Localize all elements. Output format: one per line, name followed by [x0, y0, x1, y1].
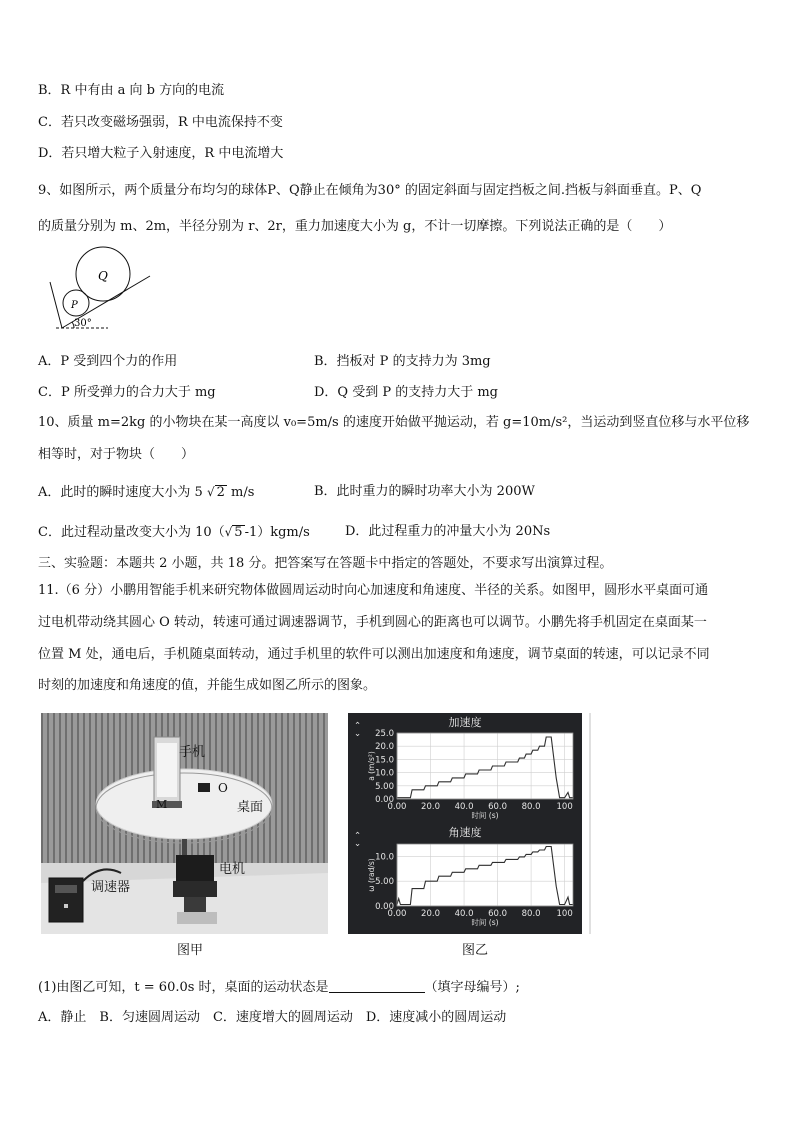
caption-figure-b: 图乙 — [461, 943, 488, 958]
label-o: O — [218, 781, 228, 795]
angular-velocity-ytick-label: 5.00 — [375, 877, 394, 888]
q11-line4: 时刻的加速度和角速度的值，并能生成如图乙所示的图象。 — [38, 678, 377, 693]
acceleration-xtick-label: 60.0 — [488, 802, 508, 812]
angular-velocity-xtick-label: 100 — [556, 909, 573, 919]
acceleration-chart — [354, 715, 573, 820]
section3-heading: 三、实验题：本题共 2 小题，共 18 分。把答案写在答题卡中指定的答题处，不要求写出演算过程。 — [38, 556, 613, 571]
q10-option-c-post: -1）kgm/s — [244, 525, 310, 540]
angular-velocity-ylabel: ω (rad/s) — [367, 858, 376, 892]
angular-velocity-ytick-label: 0.00 — [375, 902, 394, 912]
q11-line1: 11.（6 分）小鹏用智能手机来研究物体做圆周运动时向心加速度和角速度、半径的关系。如图甲，圆形水平桌面可通 — [38, 583, 709, 598]
angular-velocity-chevron-down-icon: ⌄ — [354, 839, 362, 849]
q9-baffle — [50, 282, 62, 328]
q9-stem-line1: 9、如图所示，两个质量分布均匀的球体P、Q静止在倾角为30° 的固定斜面与固定挡板之间.挡板与斜面垂直。P、Q — [38, 183, 702, 198]
q9-option-d: D．Q 受到 P 的支持力大于 mg — [314, 385, 499, 400]
q10-option-a-post: m/s — [231, 485, 255, 500]
acceleration-xtick-label: 40.0 — [454, 802, 474, 812]
q9-figure — [46, 242, 158, 336]
acceleration-title: 加速度 — [448, 716, 482, 729]
q10-option-a-radicand: 2 — [216, 485, 225, 500]
angular-velocity-plot-area — [397, 844, 573, 906]
q11-line3: 位置 M 处，通电后，手机随桌面转动，通过手机里的软件可以测出加速度和角速度，调节桌面的转速，可以记录不同 — [38, 647, 710, 662]
q10-stem-line1: 10、质量 m=2kg 的小物块在某一高度以 v₀=5m/s 的速度开始做平抛运动，若 g=10m/s²，当运动到竖直位移与水平位移 — [38, 415, 750, 430]
acceleration-xtick-label: 20.0 — [421, 802, 440, 812]
q10-stem-line2: 相等时，对于物块（ ） — [38, 447, 195, 462]
acceleration-ytick-label: 15.0 — [375, 755, 394, 766]
speed-controller — [49, 878, 83, 922]
q10-option-b: B．此时重力的瞬时功率大小为 200W — [314, 484, 535, 499]
angular-velocity-chart — [354, 825, 573, 927]
q11-sub1 — [38, 978, 520, 997]
acceleration-ytick-label: 20.0 — [375, 742, 394, 753]
label-phone: 手机 — [179, 745, 206, 760]
caption-figure-a: 图甲 — [176, 943, 203, 958]
angular-velocity-ytick-label: 10.0 — [375, 852, 394, 863]
q11-sub1-pre: (1)由图乙可知，t = 60.0s 时，桌面的运动状态是 — [38, 980, 329, 995]
q10-option-a-pre: A．此时的瞬时速度大小为 5 — [38, 485, 203, 500]
acceleration-plot-area — [397, 733, 573, 799]
q9-label-p: P — [71, 300, 78, 311]
angular-velocity-xtick-label: 0.00 — [387, 909, 407, 919]
q10-option-c-radicand: 5 — [234, 525, 243, 540]
acceleration-chevron-down-icon: ⌄ — [354, 729, 362, 739]
q9-label-angle: 30° — [74, 318, 92, 329]
acceleration-ytick-label: 5.00 — [375, 781, 394, 792]
q9-option-a: A．P 受到四个力的作用 — [38, 354, 178, 369]
angular-velocity-title: 角速度 — [448, 826, 482, 839]
q11-sub1-blank[interactable] — [329, 978, 425, 993]
acceleration-chevron-icon: ⌃ — [354, 721, 362, 731]
acceleration-xtick-label: 100 — [556, 802, 573, 812]
option-d-prev: D．若只增大粒子入射速度，R 中电流增大 — [38, 146, 284, 161]
angular-velocity-xtick-label: 40.0 — [454, 909, 474, 919]
acceleration-ytick-label: 0.00 — [375, 795, 394, 805]
q10-option-d: D．此过程重力的冲量大小为 20Ns — [345, 524, 551, 539]
option-c-prev: C．若只改变磁场强弱，R 中电流保持不变 — [38, 115, 283, 130]
angular-velocity-xtick-label: 80.0 — [521, 909, 541, 919]
label-m: M — [156, 798, 168, 811]
q9-option-c: C．P 所受弹力的合力大于 mg — [38, 385, 216, 400]
charts-svg — [348, 713, 582, 934]
q11-line2: 过电机带动绕其圆心 O 转动，转速可通过调速器调节，手机到圆心的距离也可以调节。小鹏先将手机固定在桌面某一 — [38, 615, 707, 630]
label-table: 桌面 — [237, 800, 264, 815]
acceleration-xlabel: 时间 (s) — [471, 811, 499, 820]
acceleration-xtick-label: 80.0 — [521, 802, 541, 812]
angular-velocity-xtick-label: 60.0 — [488, 909, 508, 919]
q11-sub1-post: （填字母编号）; — [424, 980, 520, 995]
figure-b-charts — [348, 713, 582, 934]
label-motor: 电机 — [219, 862, 246, 877]
q9-option-b: B．挡板对 P 的支持力为 3mg — [314, 354, 491, 369]
figure-a-photo — [41, 713, 328, 934]
acceleration-xtick-label: 0.00 — [387, 802, 407, 812]
angular-velocity-xlabel: 时间 (s) — [471, 918, 499, 927]
q10-option-c-pre: C．此过程动量改变大小为 10（ — [38, 525, 225, 540]
q11-sub1-options: A．静止 B．匀速圆周运动 C．速度增大的圆周运动 D．速度减小的圆周运动 — [38, 1010, 507, 1025]
acceleration-ylabel: a (m/s²) — [367, 751, 376, 781]
q10-option-a: A．此时的瞬时速度大小为 5 √ 2 m/s — [38, 485, 255, 500]
acceleration-ytick-label: 25.0 — [375, 729, 394, 739]
q9-stem-line2: 的质量分别为 m、2m，半径分别为 r、2r，重力加速度大小为 g，不计一切摩擦。下列说法正确的是（ ） — [38, 219, 672, 234]
label-controller: 调速器 — [91, 880, 131, 895]
acceleration-ytick-label: 10.0 — [375, 768, 394, 779]
q9-label-q: Q — [98, 269, 108, 283]
q10-option-c: C．此过程动量改变大小为 10（√ 5 -1）kgm/s — [38, 525, 310, 540]
angular-velocity-xtick-label: 20.0 — [421, 909, 440, 919]
option-b-prev: B．R 中有由 a 向 b 方向的电流 — [38, 83, 225, 98]
angular-velocity-chevron-icon: ⌃ — [354, 831, 362, 841]
